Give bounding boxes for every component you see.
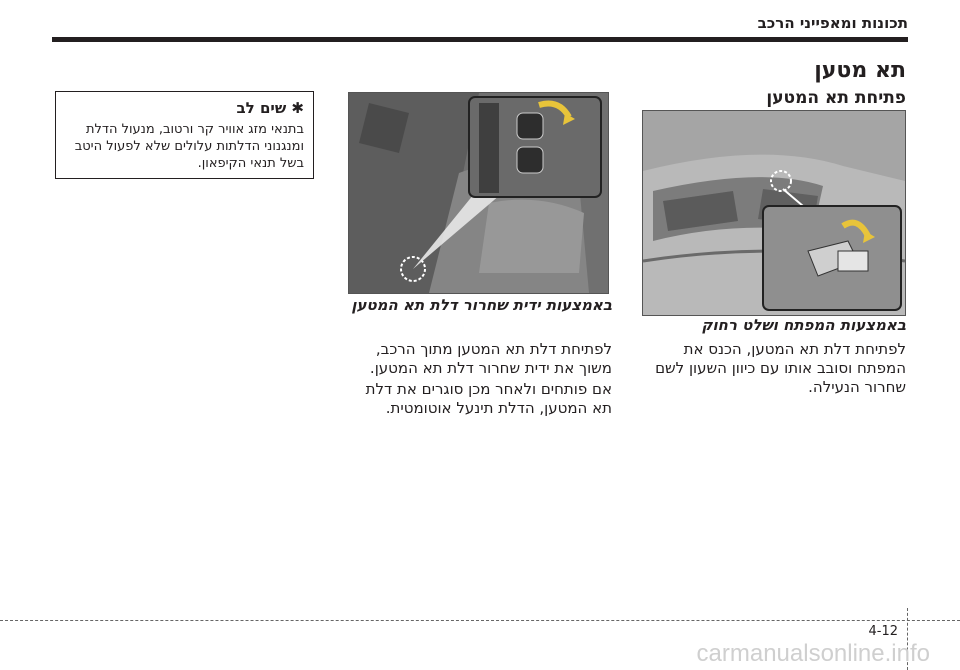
watermark: carmanualsonline.info xyxy=(696,640,930,667)
release-lever-figure xyxy=(348,92,609,294)
footer-rule xyxy=(0,620,960,621)
release-lever-caption: באמצעות ידית שחרור דלת תא המטען xyxy=(351,296,612,314)
subsection-title: פתיחת תא המטען xyxy=(766,88,906,108)
trunk-key-text: לפתיחת דלת תא המטען, הכנס את המפתח וסובב אותו עם כיוון השעון לשם שחרור הנעילה. xyxy=(655,340,906,396)
trunk-key-illustration xyxy=(643,111,905,315)
header-rule xyxy=(52,37,908,42)
header-title: תכונות ומאפייני הרכב xyxy=(757,14,908,32)
trunk-key-caption: באמצעות המפתח ושלט רחוק xyxy=(701,316,906,334)
release-lever-illustration xyxy=(349,93,608,293)
note-box xyxy=(55,91,314,179)
release-lever-text-2: אם פותחים ולאחר מכן סוגרים את דלת תא המטען, הדלת תינעל אוטומטית. xyxy=(365,380,612,417)
page-number: 4-12 xyxy=(868,624,898,639)
note-title: ✱ שים לב xyxy=(236,99,304,117)
note-body: בתנאי מזג אוויר קר ורטוב, מנעול הדלת ומנגנוני הדלתות עלולים שלא לפעול היטב בשל תנאי הקיפאון. xyxy=(74,122,304,171)
trunk-key-figure xyxy=(642,110,906,316)
section-title: תא מטען xyxy=(814,58,906,83)
release-lever-text-1: לפתיחת דלת תא המטען מתוך הרכב, משוך את ידית שחרור דלת תא המטען. xyxy=(369,340,612,377)
